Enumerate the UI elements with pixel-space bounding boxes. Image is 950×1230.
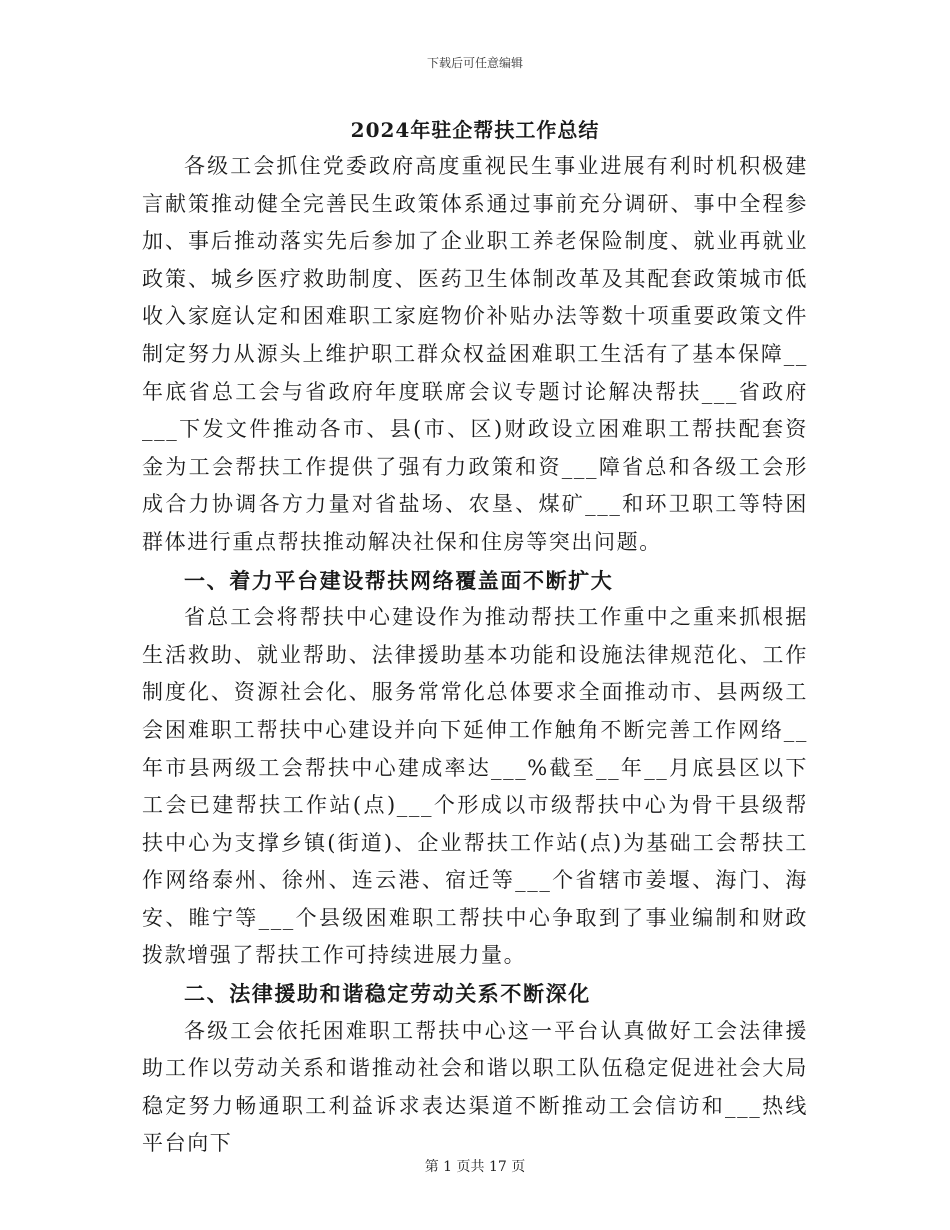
section-heading-1: 一、着力平台建设帮扶网络覆盖面不断扩大 [184,567,614,593]
intro-paragraph: 各级工会抓住党委政府高度重视民生事业进展有利时机积极建言献策推动健全完善民生政策体系通过事前充分调研、事中全程参加、事后推动落实先后参加了企业职工养老保险制度、就业再就业政策、城乡医疗救助制度、医药卫生体制改革及其配套政策城市低收入家庭认定和困难职工家庭物价补贴办法等数十项重要政策文件制定努力从源头上维护职工群众权益困难职工生活有了基本保障__年底省总工会与省政府年度联席会议专题讨论解决帮扶___省政府___下发文件推动各市、县(市、区)财政设立困难职工帮扶配套资金为工会帮扶工作提供了强有力政策和资___障省总和各级工会形成合力协调各方力量对省盐场、农垦、煤矿___和环卫职工等特困群体进行重点帮扶推动解决社保和住房等突出问题。 [142,154,808,554]
header-note: 下载后可任意编辑 [426,56,523,70]
section-1-paragraph: 省总工会将帮扶中心建设作为推动帮扶工作重中之重来抓根据生活救助、就业帮助、法律援助基本功能和设施法律规范化、工作制度化、资源社会化、服务常常化总体要求全面推动市、县两级工会困难职工帮扶中心建设并向下延伸工作触角不断完善工作网络__年市县两级工会帮扶中心建成率达___%截至__年__月底县区以下工会已建帮扶工作站(点)___个形成以市级帮扶中心为骨干县级帮扶中心为支撑乡镇(街道)、企业帮扶工作站(点)为基础工会帮扶工作网络泰州、徐州、连云港、宿迁等___个省辖市姜堰、海门、海安、睢宁等___个县级困难职工帮扶中心争取到了事业编制和财政拨款增强了帮扶工作可持续进展力量。 [142,605,808,968]
page-footer: 第 1 页共 17 页 [424,1159,526,1175]
document-body [142,148,808,1163]
section-2-paragraph: 各级工会依托困难职工帮扶中心这一平台认真做好工会法律援助工作以劳动关系和谐推动社会和谐以职工队伍稳定促进社会大局稳定努力畅通职工利益诉求表达渠道不断推动工会信访和___热线平台向下 [142,1018,808,1156]
section-heading-2: 二、法律援助和谐稳定劳动关系不断深化 [184,981,591,1007]
document-title: 2024年驻企帮扶工作总结 [350,118,600,142]
